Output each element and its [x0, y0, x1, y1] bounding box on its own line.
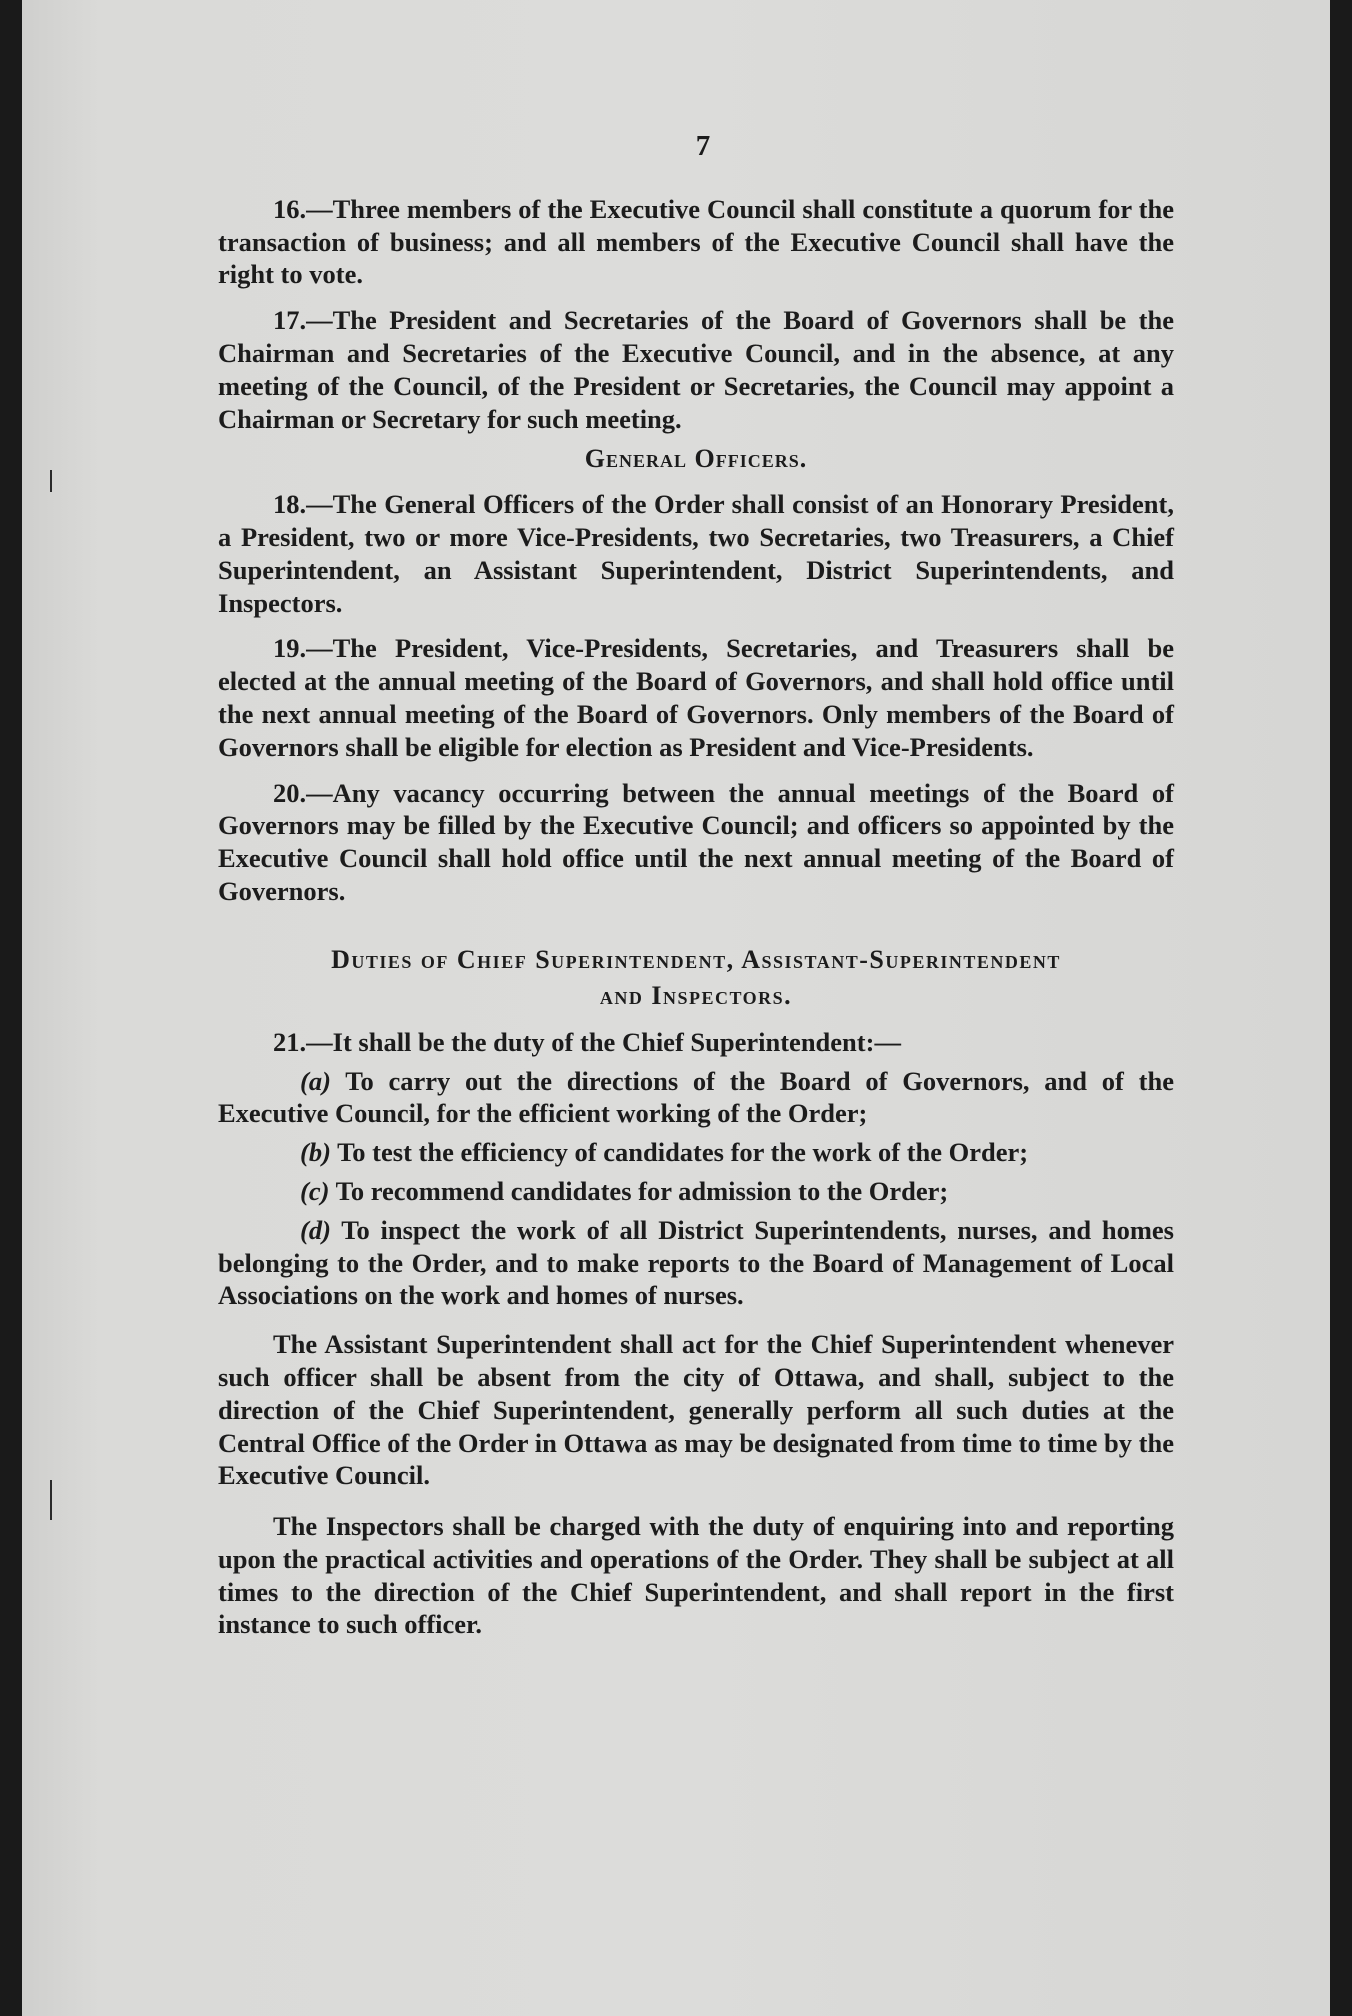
list-item-b-text: To test the efficiency of candidates for the work of the Order; [337, 1137, 1029, 1168]
page-body [218, 130, 1174, 1654]
margin-mark [50, 470, 52, 492]
list-item-c-text: To recommend candidates for admission to the Order; [335, 1175, 949, 1206]
section-heading-duties [218, 942, 1174, 1014]
list-item-a-text: To carry out the directions of the Board of Governors, and of the Executive Council, for the efficient working of the Order; [218, 1065, 1174, 1129]
section-heading-duties-line2: and Inspectors. [599, 980, 793, 1010]
paragraph-assistant-superintendent: The Assistant Superintendent shall act for the Chief Superintendent whenever such officer shall be absent from the city of Ottawa, and shall, subject to the direction of the Chief Superintendent, generally perform all such duties at the Central Office of the Order in Ottawa as may be designated from time to time by the Executive Council. [218, 1329, 1174, 1491]
section-heading-duties-line1: Duties of Chief Superintendent, Assistant-Superintendent [331, 944, 1061, 974]
list-item-c [218, 1175, 1174, 1208]
list-item-a [218, 1065, 1174, 1131]
document-page [22, 0, 1330, 2016]
paragraph-inspectors: The Inspectors shall be charged with the duty of enquiring into and reporting upon the practical activities and operations of the Order. They shall be subject at all times to the direction of the Chief Superintendent, and shall report in the first instance to such officer. [218, 1511, 1174, 1640]
list-item-b-letter: (b) [300, 1137, 331, 1168]
section-heading-general-officers: General Officers. [584, 444, 808, 474]
paragraph-21: 21.—It shall be the duty of the Chief Superintendent:— [273, 1026, 901, 1057]
list-item-d [218, 1214, 1174, 1312]
list-item-d-text: To inspect the work of all District Superintendents, nurses, and homes belonging to the Order, and to make reports to the Board of Management of Local Associations on the work and homes of nurses. [218, 1214, 1174, 1311]
paragraph-16: 16.—Three members of the Executive Council shall constitute a quorum for the transaction of business; and all members of the Executive Council shall have the right to vote. [218, 193, 1174, 290]
page-number: 7 [695, 130, 711, 162]
list-item-d-letter: (d) [300, 1214, 331, 1245]
list-item-b [218, 1136, 1174, 1169]
paragraph-17: 17.—The President and Secretaries of the Board of Governors shall be the Chairman and Secretaries of the Executive Council, and in the absence, at any meeting of the Council, of the President or Secretaries, the Council may appoint a Chairman or Secretary for such meeting. [218, 305, 1174, 434]
paragraph-19: 19.—The President, Vice-Presidents, Secretaries, and Treasurers shall be elected at the annual meeting of the Board of Governors, and shall hold office until the next annual meeting of the Board of Governors. Only members of the Board of Governors shall be eligible for election as President and Vice-Presidents. [218, 633, 1174, 762]
paragraph-20: 20.—Any vacancy occurring between the annual meetings of the Board of Governors may be filled by the Executive Council; and officers so appointed by the Executive Council shall hold office until the next annual meeting of the Board of Governors. [218, 777, 1174, 906]
margin-mark [50, 1480, 52, 1520]
list-item-c-letter: (c) [300, 1175, 330, 1206]
paragraph-18: 18.—The General Officers of the Order shall consist of an Honorary President, a President, two or more Vice-Presidents, two Secretaries, two Treasurers, a Chief Superintendent, an Assistant Superintendent, District Superintendents, and Inspectors. [218, 489, 1174, 618]
list-item-a-letter: (a) [300, 1065, 331, 1096]
